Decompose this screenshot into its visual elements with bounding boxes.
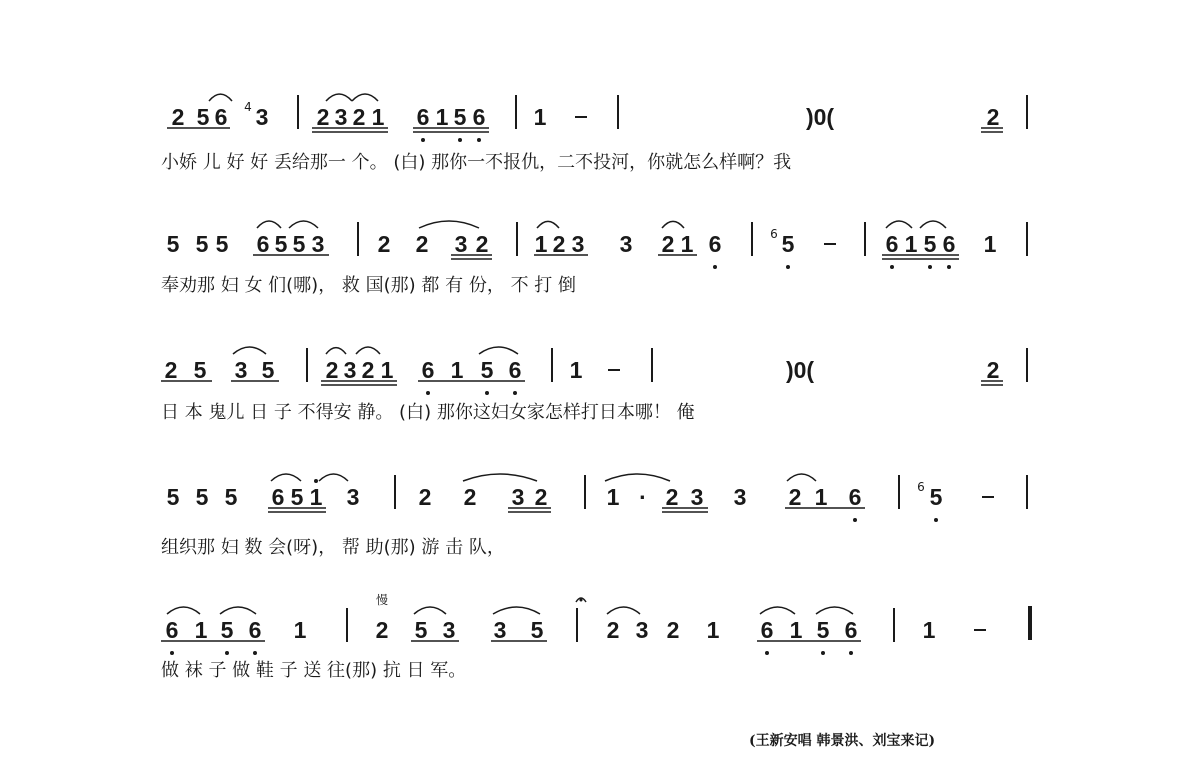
slur-arc xyxy=(352,94,378,101)
note: 5 xyxy=(414,617,428,643)
octave-dot-below xyxy=(485,391,489,395)
note: 2 xyxy=(463,484,477,510)
slur-arc xyxy=(289,221,318,228)
note: 2 xyxy=(606,617,620,643)
note: 3 xyxy=(454,231,468,257)
octave-dot-below xyxy=(513,391,517,395)
slur-arc xyxy=(787,474,816,481)
note: 1 xyxy=(450,357,464,383)
note: 6 xyxy=(472,104,486,130)
octave-dot-below xyxy=(765,651,769,655)
note: 1 xyxy=(680,231,694,257)
system-5 xyxy=(161,592,986,681)
octave-dot-below xyxy=(928,265,932,269)
note: 5 xyxy=(923,231,937,257)
note: 3 xyxy=(493,617,507,643)
note: 6 xyxy=(508,357,522,383)
lyric-line: 日 本 鬼儿 日 子 不得安 静。 (白) 那你这妇女家怎样打日本哪！ 俺 xyxy=(161,402,695,423)
note: 6 xyxy=(214,104,228,130)
note: 2 xyxy=(986,104,1000,130)
slur-arc xyxy=(257,221,281,228)
note: 2 xyxy=(661,231,675,257)
slur-arc xyxy=(326,94,352,101)
slur-arc xyxy=(233,347,266,354)
note: 5 xyxy=(166,484,180,510)
note: 1 xyxy=(569,357,583,383)
system-3 xyxy=(161,347,1027,423)
system-2 xyxy=(161,221,1027,296)
octave-dot-below xyxy=(253,651,257,655)
slur-arc xyxy=(662,221,684,228)
note: 2 xyxy=(375,617,389,643)
note: 1 xyxy=(922,617,936,643)
note: 1 xyxy=(371,104,385,130)
note: 2 xyxy=(788,484,802,510)
octave-dot-below xyxy=(477,138,481,142)
octave-dot-below xyxy=(458,138,462,142)
note: 3 xyxy=(733,484,747,510)
system-1 xyxy=(161,94,1027,173)
note: 5 xyxy=(220,617,234,643)
tempo-marking: 慢 xyxy=(375,593,389,607)
note: 3 xyxy=(442,617,456,643)
note: 5 xyxy=(480,357,494,383)
note: 2 xyxy=(377,231,391,257)
note: 1 xyxy=(814,484,828,510)
note: 2 xyxy=(415,231,429,257)
note: 5 xyxy=(224,484,238,510)
slur-arc xyxy=(356,347,380,354)
note: 5 xyxy=(453,104,467,130)
note: 3 xyxy=(571,231,585,257)
slur-arc xyxy=(493,607,540,614)
octave-dot-below xyxy=(225,651,229,655)
note: 2 xyxy=(325,357,339,383)
note: 2 xyxy=(552,231,566,257)
slur-arc xyxy=(209,94,232,101)
note: 5 xyxy=(816,617,830,643)
note: 2 xyxy=(534,484,548,510)
note: 6 xyxy=(256,231,270,257)
note: 2 xyxy=(666,617,680,643)
octave-dot-below xyxy=(421,138,425,142)
octave-dot-below xyxy=(890,265,894,269)
note: 5 xyxy=(274,231,288,257)
note: 5 xyxy=(193,357,207,383)
note: 1 xyxy=(789,617,803,643)
slur-arc xyxy=(479,347,518,354)
note: 5 xyxy=(781,231,795,257)
note: 6 xyxy=(844,617,858,643)
fermata-dot xyxy=(580,599,583,602)
slur-arc xyxy=(463,474,537,481)
note: 1 xyxy=(533,104,547,130)
note: 1 xyxy=(435,104,449,130)
lyric-line: 组织那 妇 数 会(呀)， 帮 助(那) 游 击 队， xyxy=(161,537,505,558)
grace-note: 6 xyxy=(770,227,778,241)
note: 2 xyxy=(665,484,679,510)
lyric-line: 奉劝那 妇 女 们(哪)， 救 国(那) 都 有 份， 不 打 倒 xyxy=(161,275,577,296)
slur-arc xyxy=(271,474,301,481)
note: 6 xyxy=(248,617,262,643)
octave-dot-below xyxy=(849,651,853,655)
note: 5 xyxy=(195,231,209,257)
note: 1 xyxy=(606,484,620,510)
octave-dot-below xyxy=(713,265,717,269)
note: 2 xyxy=(475,231,489,257)
note: 3 xyxy=(635,617,649,643)
note: 2 xyxy=(171,104,185,130)
octave-dot-below xyxy=(821,651,825,655)
note: 5 xyxy=(530,617,544,643)
note: 5 xyxy=(261,357,275,383)
note: 2 xyxy=(352,104,366,130)
note: 3 xyxy=(334,104,348,130)
credit-line: (王新安唱 韩景洪、刘宝来记) xyxy=(749,733,936,749)
note: 1 xyxy=(380,357,394,383)
lyric-line: 小娇 儿 好 好 丢给那一 个。 (白) 那你一不报仇，二不投河，你就怎么样啊？我 xyxy=(161,152,792,173)
slur-arc xyxy=(167,607,200,614)
slur-arc xyxy=(816,607,853,614)
note: 2 xyxy=(164,357,178,383)
note: 3 xyxy=(343,357,357,383)
slur-arc xyxy=(605,474,670,481)
note: 5 xyxy=(290,484,304,510)
octave-dot-below xyxy=(170,651,174,655)
grace-note: 4 xyxy=(244,100,252,114)
lyric-line: 做 袜 子 做 鞋 子 送 往(那) 抗 日 军。 xyxy=(161,660,467,681)
note: 1 xyxy=(904,231,918,257)
note: 5 xyxy=(292,231,306,257)
note: 3 xyxy=(346,484,360,510)
note: 1 xyxy=(309,484,323,510)
note: 3 xyxy=(311,231,325,257)
note: 6 xyxy=(165,617,179,643)
octave-dot-below xyxy=(934,518,938,522)
note: 3 xyxy=(255,104,269,130)
note: 1 xyxy=(534,231,548,257)
note: 3 xyxy=(690,484,704,510)
octave-dot-below xyxy=(786,265,790,269)
note: 6 xyxy=(421,357,435,383)
note: 1 xyxy=(706,617,720,643)
note: 5 xyxy=(196,104,210,130)
octave-dot-below xyxy=(426,391,430,395)
note: 6 xyxy=(760,617,774,643)
rest-bracket: )0( xyxy=(805,104,835,130)
note: 6 xyxy=(416,104,430,130)
slur-arc xyxy=(220,607,256,614)
note: 6 xyxy=(271,484,285,510)
slur-arc xyxy=(419,221,479,228)
slur-arc xyxy=(886,221,912,228)
slur-arc xyxy=(414,607,446,614)
system-4 xyxy=(161,474,1027,558)
octave-dot-below xyxy=(853,518,857,522)
note: 2 xyxy=(361,357,375,383)
slur-arc xyxy=(319,474,348,481)
octave-dot-above xyxy=(314,479,318,483)
note: · xyxy=(639,484,647,510)
note: 1 xyxy=(194,617,208,643)
note: 6 xyxy=(848,484,862,510)
slur-arc xyxy=(607,607,640,614)
note: 1 xyxy=(293,617,307,643)
note: 6 xyxy=(885,231,899,257)
grace-note: 6 xyxy=(917,480,925,494)
note: 2 xyxy=(316,104,330,130)
note: 2 xyxy=(986,357,1000,383)
slur-arc xyxy=(326,348,346,354)
note: 3 xyxy=(619,231,633,257)
note: 6 xyxy=(708,231,722,257)
note: 1 xyxy=(983,231,997,257)
note: 3 xyxy=(234,357,248,383)
octave-dot-below xyxy=(947,265,951,269)
note: 5 xyxy=(166,231,180,257)
note: 5 xyxy=(195,484,209,510)
slur-arc xyxy=(760,607,795,614)
note: 5 xyxy=(929,484,943,510)
note: 5 xyxy=(215,231,229,257)
slur-arc xyxy=(920,221,946,228)
slur-arc xyxy=(537,221,559,228)
note: 2 xyxy=(418,484,432,510)
note: 3 xyxy=(511,484,525,510)
rest-bracket: )0( xyxy=(785,357,815,383)
note: 6 xyxy=(942,231,956,257)
